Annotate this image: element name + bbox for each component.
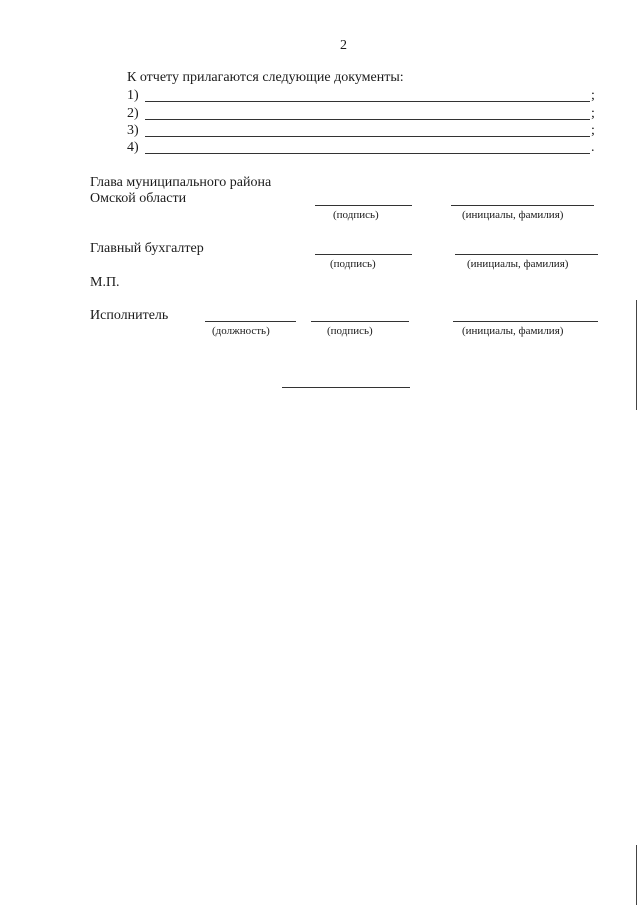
attachment-number-1: 1) [127,88,139,103]
stamp-mark: М.П. [90,275,120,290]
accountant-title: Главный бухгалтер [90,241,204,256]
attachment-end-3: ; [591,123,595,138]
executor-title: Исполнитель [90,308,169,323]
accountant-signature-caption: (подпись) [330,258,376,270]
executor-position-caption: (должность) [212,325,270,337]
accountant-name-line [455,254,598,255]
executor-position-line [205,321,296,322]
accountant-name-caption: (инициалы, фамилия) [467,258,569,270]
executor-name-line [453,321,598,322]
attachments-heading: К отчету прилагаются следующие документы: [127,70,404,85]
head-signature-line [315,205,412,206]
head-title-line2: Омской области [90,191,187,206]
attachment-number-3: 3) [127,123,139,138]
attachment-end-4: . [591,140,595,155]
attachment-end-1: ; [591,88,595,103]
head-title-line1: Глава муниципального района [90,175,272,190]
closing-separator [282,387,410,388]
executor-signature-caption: (подпись) [327,325,373,337]
head-name-line [451,205,594,206]
executor-signature-line [311,321,409,322]
scan-edge-mark-top [636,300,637,410]
attachment-line-3 [145,136,590,137]
executor-name-caption: (инициалы, фамилия) [462,325,564,337]
attachment-line-2 [145,119,590,120]
head-name-caption: (инициалы, фамилия) [462,209,564,221]
accountant-signature-line [315,254,412,255]
attachment-line-4 [145,153,590,154]
scan-edge-mark-bottom [636,845,637,905]
attachment-number-4: 4) [127,140,139,155]
attachment-line-1 [145,101,590,102]
head-signature-caption: (подпись) [333,209,379,221]
attachment-number-2: 2) [127,106,139,121]
page-number: 2 [340,38,347,53]
attachment-end-2: ; [591,106,595,121]
